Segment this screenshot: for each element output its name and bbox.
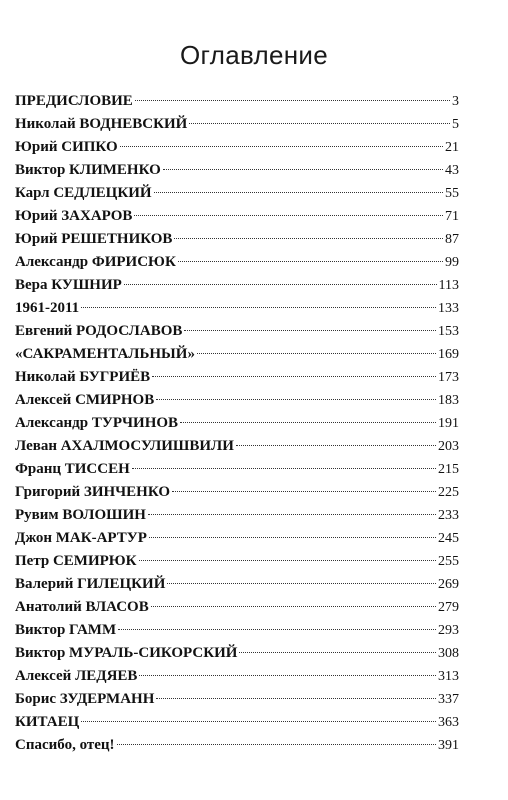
- toc-entry-page-number: 225: [438, 485, 459, 500]
- toc-entry-title: Юрий РЕШЕТНИКОВ: [15, 231, 173, 247]
- toc-entry-page-number: 191: [438, 416, 459, 431]
- toc-entry-page-number: 233: [438, 508, 459, 523]
- toc-entry-title: Алексей ЛЕДЯЕВ: [15, 668, 138, 684]
- toc-entry-title: Алексей СМИРНОВ: [15, 392, 155, 408]
- dot-leader: [124, 284, 437, 285]
- toc-entry-page-number: 215: [438, 462, 459, 477]
- dot-leader: [117, 744, 436, 745]
- dot-leader: [197, 353, 436, 354]
- toc-entry-title: Николай ВОДНЕВСКИЙ: [15, 116, 188, 132]
- toc-entry-page-number: 71: [445, 209, 459, 224]
- table-of-contents: [15, 90, 459, 757]
- toc-entry-page-number: 255: [438, 554, 459, 569]
- toc-entry: [15, 297, 459, 320]
- toc-entry-title: Виктор МУРАЛЬ-СИКОРСКИЙ: [15, 645, 238, 661]
- toc-entry-page-number: 337: [438, 692, 459, 707]
- toc-entry: [15, 228, 459, 251]
- toc-entry: [15, 205, 459, 228]
- toc-entry-page-number: 293: [438, 623, 459, 638]
- dot-leader: [132, 468, 436, 469]
- toc-entry-title: Александр ФИРИСЮК: [15, 254, 176, 270]
- toc-entry: [15, 504, 459, 527]
- toc-entry: [15, 366, 459, 389]
- toc-entry: [15, 113, 459, 136]
- toc-entry-page-number: 43: [445, 163, 459, 178]
- toc-entry-title: 1961-2011: [15, 300, 80, 316]
- toc-entry: [15, 320, 459, 343]
- toc-entry-title: Виктор ГАММ: [15, 622, 117, 638]
- dot-leader: [167, 583, 436, 584]
- toc-entry: [15, 619, 459, 642]
- toc-entry-title: Виктор КЛИМЕНКО: [15, 162, 161, 178]
- toc-entry-page-number: 363: [438, 715, 459, 730]
- toc-entry-page-number: 21: [445, 140, 459, 155]
- toc-entry-title: Карл СЕДЛЕЦКИЙ: [15, 185, 152, 201]
- toc-entry: [15, 665, 459, 688]
- dot-leader: [172, 491, 436, 492]
- dot-leader: [135, 100, 450, 101]
- toc-entry: [15, 90, 459, 113]
- dot-leader: [139, 675, 436, 676]
- toc-entry-title: Николай БУГРИЁВ: [15, 369, 151, 385]
- toc-entry: [15, 435, 459, 458]
- toc-entry: [15, 734, 459, 757]
- dot-leader: [120, 146, 443, 147]
- toc-entry-title: ПРЕДИСЛОВИЕ: [15, 93, 133, 109]
- toc-entry-page-number: 99: [445, 255, 459, 270]
- toc-entry-title: Юрий ЗАХАРОВ: [15, 208, 133, 224]
- toc-entry-page-number: 3: [452, 94, 459, 109]
- page-title: Оглавление: [180, 40, 328, 70]
- toc-entry-title: Борис ЗУДЕРМАНН: [15, 691, 155, 707]
- dot-leader: [134, 215, 443, 216]
- toc-entry: [15, 458, 459, 481]
- toc-entry-title: Рувим ВОЛОШИН: [15, 507, 146, 523]
- toc-entry-page-number: 269: [438, 577, 459, 592]
- dot-leader: [148, 514, 436, 515]
- dot-leader: [236, 445, 436, 446]
- dot-leader: [184, 330, 436, 331]
- toc-entry: [15, 182, 459, 205]
- dot-leader: [156, 698, 436, 699]
- dot-leader: [139, 560, 436, 561]
- toc-entry-page-number: 5: [452, 117, 459, 132]
- toc-entry-title: Джон МАК-АРТУР: [15, 530, 147, 546]
- toc-entry: [15, 527, 459, 550]
- toc-entry-title: Юрий СИПКО: [15, 139, 118, 155]
- toc-entry: [15, 412, 459, 435]
- toc-entry: [15, 251, 459, 274]
- dot-leader: [239, 652, 436, 653]
- toc-entry: [15, 711, 459, 734]
- toc-entry-page-number: 153: [438, 324, 459, 339]
- toc-entry-title: Франц ТИССЕН: [15, 461, 130, 477]
- dot-leader: [151, 606, 436, 607]
- toc-entry: [15, 550, 459, 573]
- toc-entry: [15, 642, 459, 665]
- toc-entry-page-number: 169: [438, 347, 459, 362]
- toc-entry: [15, 136, 459, 159]
- dot-leader: [180, 422, 436, 423]
- toc-entry-title: Григорий ЗИНЧЕНКО: [15, 484, 171, 500]
- dot-leader: [81, 721, 436, 722]
- dot-leader: [152, 376, 436, 377]
- toc-entry-title: Анатолий ВЛАСОВ: [15, 599, 149, 615]
- toc-entry-page-number: 113: [438, 278, 459, 293]
- toc-entry-page-number: 308: [438, 646, 459, 661]
- toc-entry: [15, 389, 459, 412]
- toc-entry-page-number: 313: [438, 669, 459, 684]
- dot-leader: [156, 399, 436, 400]
- toc-entry: [15, 274, 459, 297]
- toc-entry-page-number: 87: [445, 232, 459, 247]
- toc-entry: [15, 596, 459, 619]
- toc-entry-title: Леван АХАЛМОСУЛИШВИЛИ: [15, 438, 234, 454]
- toc-entry-page-number: 173: [438, 370, 459, 385]
- toc-entry-title: Валерий ГИЛЕЦКИЙ: [15, 576, 166, 592]
- toc-entry-page-number: 391: [438, 738, 459, 753]
- toc-entry: [15, 159, 459, 182]
- dot-leader: [81, 307, 436, 308]
- toc-entry-title: «САКРАМЕНТАЛЬНЫЙ»: [15, 346, 195, 362]
- dot-leader: [154, 192, 443, 193]
- dot-leader: [149, 537, 436, 538]
- toc-entry-title: Вера КУШНИР: [15, 277, 122, 293]
- toc-entry: [15, 343, 459, 366]
- dot-leader: [174, 238, 443, 239]
- toc-entry-page-number: 183: [438, 393, 459, 408]
- dot-leader: [163, 169, 443, 170]
- toc-entry-page-number: 279: [438, 600, 459, 615]
- toc-entry-page-number: 245: [438, 531, 459, 546]
- dot-leader: [189, 123, 450, 124]
- toc-entry-title: Евгений РОДОСЛАВОВ: [15, 323, 183, 339]
- toc-entry-title: Петр СЕМИРЮК: [15, 553, 137, 569]
- toc-entry-title: Спасибо, отец!: [15, 737, 115, 753]
- toc-entry: [15, 688, 459, 711]
- toc-entry-title: КИТАЕЦ: [15, 714, 80, 730]
- toc-entry-page-number: 203: [438, 439, 459, 454]
- dot-leader: [178, 261, 443, 262]
- toc-entry-page-number: 55: [445, 186, 459, 201]
- dot-leader: [118, 629, 436, 630]
- toc-entry-title: Александр ТУРЧИНОВ: [15, 415, 179, 431]
- toc-entry: [15, 573, 459, 596]
- toc-entry-page-number: 133: [438, 301, 459, 316]
- toc-entry: [15, 481, 459, 504]
